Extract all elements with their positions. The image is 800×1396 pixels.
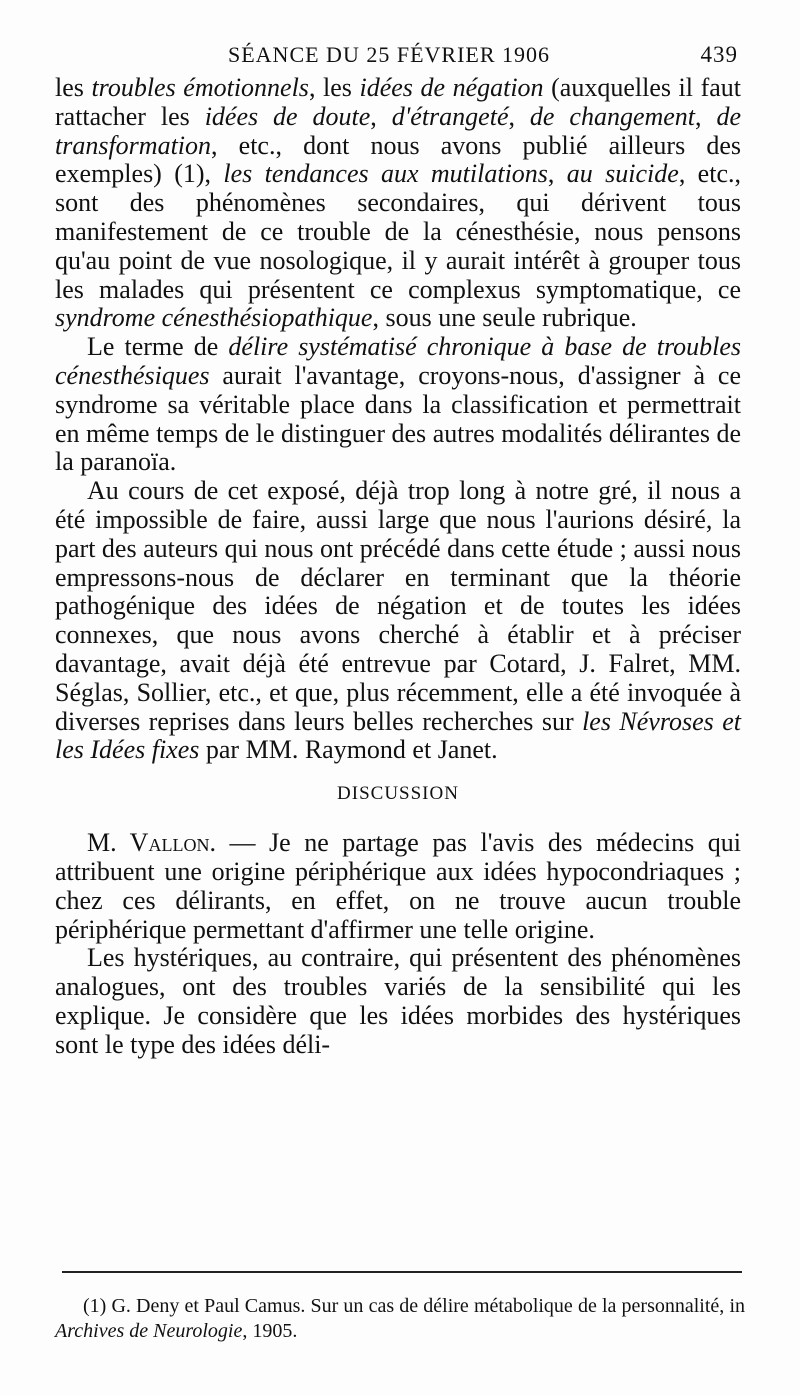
page-header	[228, 42, 748, 76]
italic-run: idées de doute	[204, 101, 371, 131]
text-run: Les hystériques, au contraire, qui présentent des phénomènes analogues, ont des troubles variés de la sensibilité qui les explique. Je considère que les idées morbides des hystériques sont le type des idées déli-	[55, 943, 741, 1059]
italic-run: au suicide	[566, 159, 679, 189]
page-number: 439	[700, 42, 738, 67]
text-run: , les	[308, 73, 360, 102]
italic-run: syndrome cénesthésiopathique	[55, 303, 373, 333]
paragraph-3	[55, 477, 741, 765]
italic-run: troubles émotionnels	[91, 73, 309, 102]
text-run: ,	[508, 101, 530, 131]
italic-run: de changement	[529, 101, 696, 131]
text-run: (1) G. Deny et Paul Camus. Sur un cas de délire métabolique de la personnalité, in	[83, 1295, 745, 1317]
text-run: , etc., sont des phénomènes secondaires, qui dérivent tous manifestement de ce trouble de la cénesthésie, nous pensons qu'au point de vue nosologique, il y aurait intérêt à grouper tous les malades qui présentent ce complexus symptomatique, ce	[55, 159, 741, 304]
text-run: ,	[695, 101, 717, 131]
paragraph-1	[55, 74, 741, 333]
footnote	[55, 1294, 745, 1344]
text-run: , 1905.	[242, 1320, 298, 1342]
text-run: ,	[370, 101, 392, 131]
paragraph-4	[55, 829, 741, 944]
text-run: (auxquelles il faut rattacher les	[55, 73, 741, 131]
text-run: par MM. Raymond et Janet.	[199, 735, 498, 765]
text-run: ,	[547, 159, 567, 189]
italic-run: les Névroses et les Idées fixes	[55, 706, 742, 765]
body-text	[55, 74, 741, 1060]
italic-run: Archives de Neurologie	[55, 1320, 243, 1342]
running-head: SÉANCE DU 25 FÉVRIER 1906	[228, 42, 551, 67]
text-run: , sous une seule rubrique.	[372, 303, 637, 333]
text-run: Au cours de cet exposé, déjà trop long à notre gré, il nous a été impossible de faire, aussi large que nous l'aurions désiré, la part des auteurs qui nous ont précédé dans cette étude ; aussi nous empressons-nous de déclarer en terminant que la théorie pathogénique des idées de négation et de toutes les idées connexes, que nous avons cherché à établir et à préciser davantage, avait déjà été entrevue par Cotard, J. Falret, MM. Séglas, Sollier, etc., et que, plus récemment, elle a été invoquée à diverses reprises dans leurs belles recherches sur	[55, 476, 741, 736]
italic-run: les tendances aux mutilations	[223, 159, 548, 189]
italic-run: de transformation	[55, 101, 742, 160]
text-run: aurait l'avantage, croyons-nous, d'assigner à ce syndrome sa véritable place dans la classification et permettrait en même temps de le distinguer des autres modalités délirantes de la paranoïa.	[55, 360, 741, 477]
italic-run: idées de négation	[359, 73, 544, 102]
text-run: Le terme de	[87, 332, 229, 362]
paragraph-5	[55, 944, 741, 1059]
italic-run: délire systématisé chronique à base de troubles cénesthésiques	[55, 332, 741, 390]
text-run: , etc., dont nous avons publié ailleurs des exemples) (1),	[55, 130, 741, 189]
text-run: les	[55, 73, 92, 102]
section-heading: DISCUSSION	[337, 783, 459, 805]
footnote-text	[55, 1294, 745, 1344]
italic-run: d'étrangeté	[391, 101, 509, 131]
speaker-name: M. Vallon.	[87, 828, 216, 858]
text-run: — Je ne partage pas l'avis des médecins qui attribuent une origine périphérique aux idées hypocondriaques ; chez ces délirants, en effet, on ne trouve aucun trouble périphérique permettant d'affirmer une telle origine.	[55, 828, 741, 944]
footnote-rule	[62, 1271, 742, 1273]
paragraph-2	[55, 333, 741, 477]
